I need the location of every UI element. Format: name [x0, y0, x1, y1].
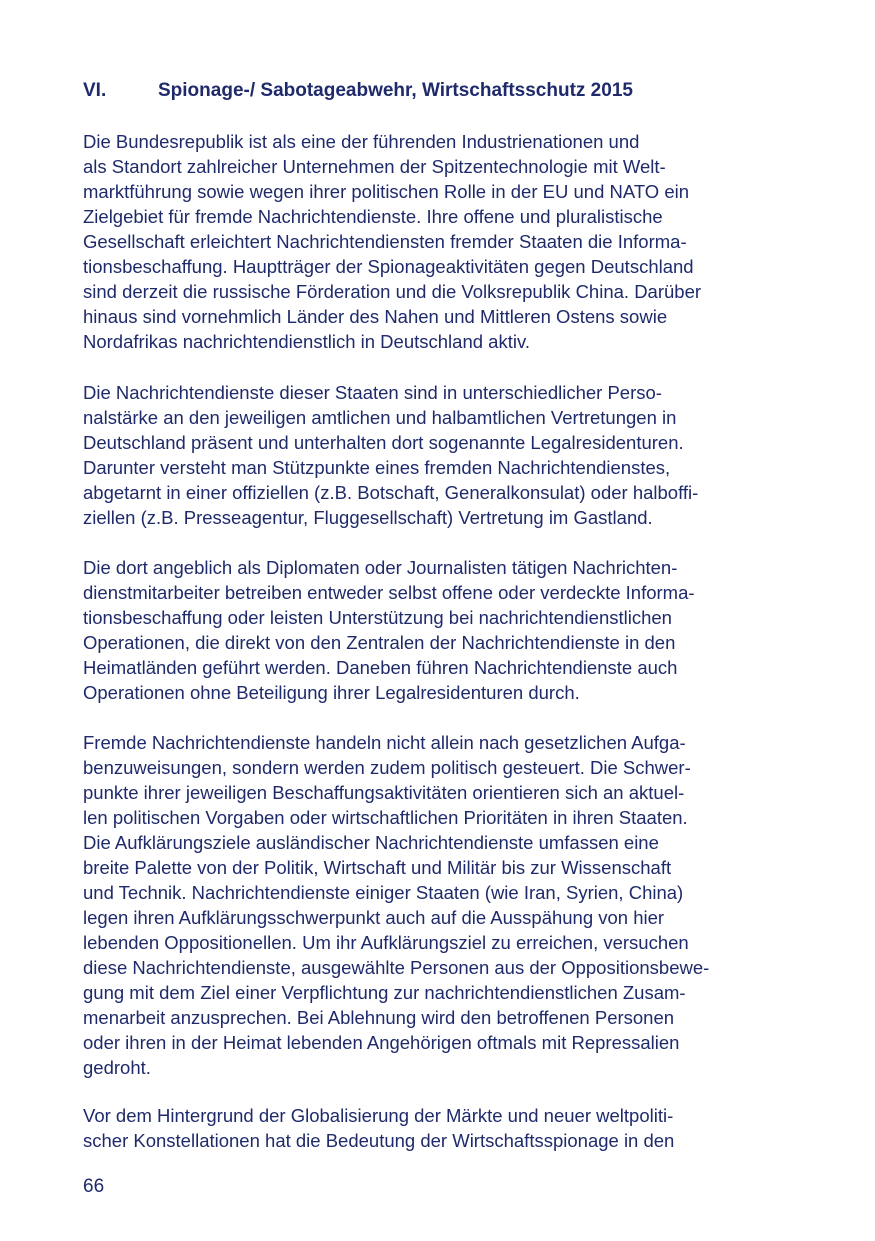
- text-line: gedroht.: [83, 1057, 151, 1078]
- text-line: Heimatländen geführt werden. Daneben führen Nachrichtendienste auch: [83, 657, 678, 678]
- text-line: Deutschland präsent und unterhalten dort sogenannte Legalresidenturen.: [83, 432, 684, 453]
- text-line: Zielgebiet für fremde Nachrichtendienste. Ihre offene und pluralistische: [83, 206, 663, 227]
- text-line: Die Aufklärungsziele ausländischer Nachrichtendienste umfassen eine: [83, 832, 659, 853]
- paragraph-3: [83, 555, 803, 705]
- text-line: tionsbeschaffung. Hauptträger der Spionageaktivitäten gegen Deutschland: [83, 256, 694, 277]
- text-line: punkte ihrer jeweiligen Beschaffungsaktivitäten orientieren sich an aktuel-: [83, 782, 685, 803]
- text-line: benzuweisungen, sondern werden zudem politisch gesteuert. Die Schwer-: [83, 757, 691, 778]
- text-line: dienstmitarbeiter betreiben entweder selbst offene oder verdeckte Informa-: [83, 582, 695, 603]
- text-line: sind derzeit die russische Förderation und die Volksrepublik China. Darüber: [83, 281, 702, 302]
- text-line: Operationen ohne Beteiligung ihrer Legalresidenturen durch.: [83, 682, 580, 703]
- text-line: Gesellschaft erleichtert Nachrichtendiensten fremder Staaten die Informa-: [83, 231, 687, 252]
- text-line: Die dort angeblich als Diplomaten oder Journalisten tätigen Nachrichten-: [83, 557, 678, 578]
- text-line: als Standort zahlreicher Unternehmen der Spitzentechnologie mit Welt-: [83, 156, 666, 177]
- text-line: Vor dem Hintergrund der Globalisierung der Märkte und neuer weltpoliti-: [83, 1105, 674, 1126]
- text-line: Fremde Nachrichtendienste handeln nicht allein nach gesetzlichen Aufga-: [83, 732, 686, 753]
- text-line: menarbeit anzusprechen. Bei Ablehnung wird den betroffenen Personen: [83, 1007, 675, 1028]
- paragraph-2: [83, 380, 803, 530]
- text-line: hinaus sind vornehmlich Länder des Nahen und Mittleren Ostens sowie: [83, 306, 668, 327]
- text-line: Darunter versteht man Stützpunkte eines fremden Nachrichtendienstes,: [83, 457, 671, 478]
- text-line: diese Nachrichtendienste, ausgewählte Personen aus der Oppositionsbewe-: [83, 957, 710, 978]
- text-line: breite Palette von der Politik, Wirtschaft und Militär bis zur Wissenschaft: [83, 857, 672, 878]
- paragraph-5: [83, 1103, 803, 1153]
- text-line: legen ihren Aufklärungsschwerpunkt auch auf die Ausspähung von hier: [83, 907, 665, 928]
- text-line: ziellen (z.B. Presseagentur, Fluggesellschaft) Vertretung im Gastland.: [83, 507, 653, 528]
- text-line: scher Konstellationen hat die Bedeutung der Wirtschaftsspionage in den: [83, 1130, 675, 1151]
- text-line: nalstärke an den jeweiligen amtlichen und halbamtlichen Vertretungen in: [83, 407, 677, 428]
- paragraph-1: [83, 129, 803, 354]
- text-line: lebenden Oppositionellen. Um ihr Aufklärungsziel zu erreichen, versuchen: [83, 932, 689, 953]
- text-line: Die Nachrichtendienste dieser Staaten sind in unterschiedlicher Perso-: [83, 382, 662, 403]
- section-number: VI.: [83, 80, 107, 101]
- text-line: und Technik. Nachrichtendienste einiger Staaten (wie Iran, Syrien, China): [83, 882, 684, 903]
- section-title: Spionage-/ Sabotageabwehr, Wirtschaftsschutz 2015: [158, 80, 633, 101]
- text-line: abgetarnt in einer offiziellen (z.B. Botschaft, Generalkonsulat) oder halboffi-: [83, 482, 699, 503]
- text-line: Nordafrikas nachrichtendienstlich in Deutschland aktiv.: [83, 331, 530, 352]
- text-line: Die Bundesrepublik ist als eine der führenden Industrienationen und: [83, 131, 640, 152]
- section-heading: [83, 78, 633, 104]
- text-line: Operationen, die direkt von den Zentralen der Nachrichtendienste in den: [83, 632, 676, 653]
- page-number: 66: [83, 1176, 105, 1197]
- text-line: tionsbeschaffung oder leisten Unterstützung bei nachrichtendienstlichen: [83, 607, 672, 628]
- text-line: oder ihren in der Heimat lebenden Angehörigen oftmals mit Repressalien: [83, 1032, 680, 1053]
- paragraph-4: [83, 730, 803, 1080]
- text-line: gung mit dem Ziel einer Verpflichtung zur nachrichtendienstlichen Zusam-: [83, 982, 686, 1003]
- text-line: marktführung sowie wegen ihrer politischen Rolle in der EU und NATO ein: [83, 181, 690, 202]
- text-line: len politischen Vorgaben oder wirtschaftlichen Prioritäten in ihren Staaten.: [83, 807, 688, 828]
